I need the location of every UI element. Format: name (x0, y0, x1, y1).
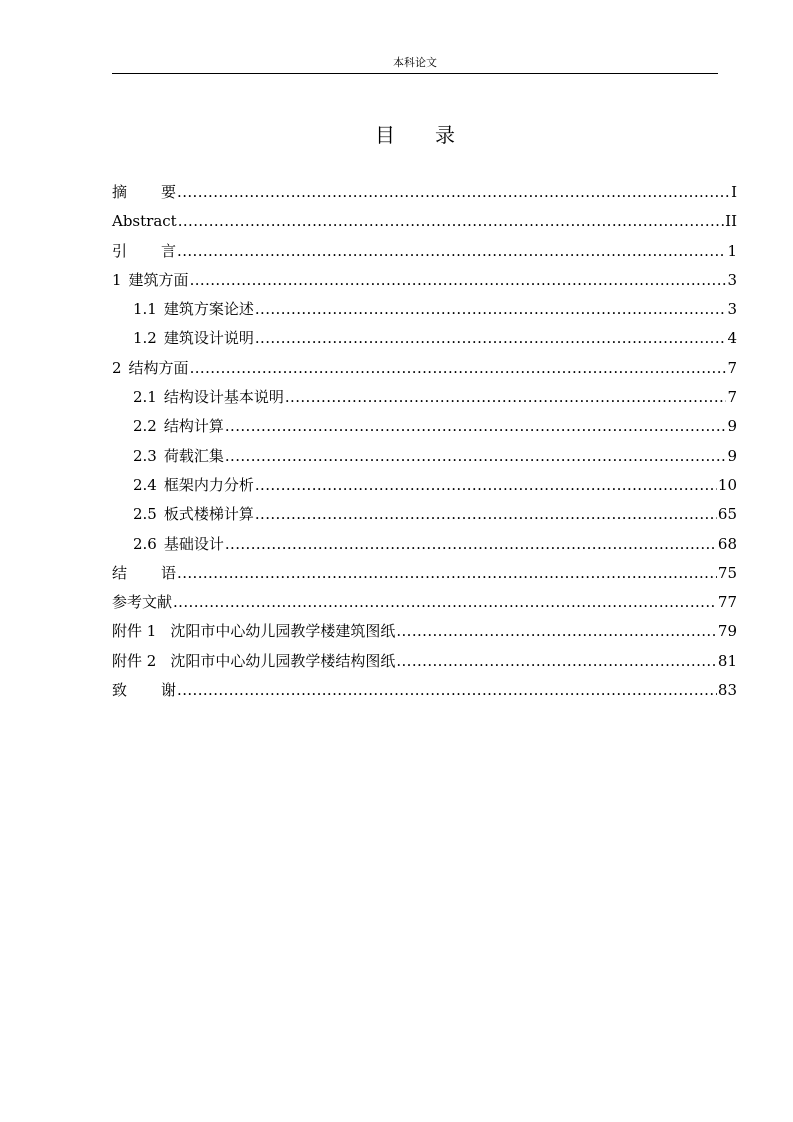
dot-leader (177, 559, 717, 588)
toc-entry-label: 2.1 结构设计基本说明 (133, 388, 284, 407)
toc-entry-page: 9 (727, 417, 737, 436)
toc-entry-label: 附件 1 沈阳市中心幼儿园教学楼建筑图纸 (112, 622, 396, 641)
header-rule (112, 73, 718, 74)
toc-entry-page: 75 (717, 563, 737, 582)
toc-entry-page: II (725, 212, 737, 231)
toc-entry-label: 附件 2 沈阳市中心幼儿园教学楼结构图纸 (112, 651, 396, 670)
dot-leader (255, 500, 717, 529)
toc-entry-page: 81 (717, 651, 737, 670)
toc-entry-references[interactable] (112, 588, 737, 617)
toc-title (112, 123, 718, 147)
toc-entry-page: 4 (727, 329, 737, 348)
toc-entry-label: 2.6 基础设计 (133, 534, 224, 553)
toc-entry-page: 79 (717, 622, 737, 641)
toc-entry-introduction[interactable] (112, 237, 737, 266)
toc-entry-chapter-2[interactable] (112, 354, 737, 383)
dot-leader (190, 354, 727, 383)
toc-entry-label: 2.5 板式楼梯计算 (133, 505, 254, 524)
toc-entry-page: 3 (727, 270, 737, 289)
toc-entry-section-2-4[interactable] (112, 471, 737, 500)
dot-leader (396, 647, 717, 676)
toc-entry-page: 7 (727, 388, 737, 407)
toc-entry-page: 9 (727, 446, 737, 465)
toc-entry-conclusion[interactable] (112, 559, 737, 588)
toc-entry-label: 2.2 结构计算 (133, 417, 224, 436)
dot-leader (285, 383, 727, 412)
toc-entry-label: 1 建筑方面 (112, 270, 189, 289)
dot-leader (173, 588, 717, 617)
dot-leader (255, 295, 727, 324)
toc-entry-label: 致 谢 (112, 681, 177, 700)
toc-entry-page: 3 (727, 300, 737, 319)
toc-entry-section-2-1[interactable] (112, 383, 737, 412)
toc-title-second-char: 录 (435, 123, 455, 147)
toc-entry-label: 结 语 (112, 563, 177, 582)
toc-entry-label: 参考文献 (112, 593, 173, 612)
dot-leader (225, 412, 727, 441)
toc-entry-section-2-2[interactable] (112, 412, 737, 441)
toc-entry-page: 77 (717, 593, 737, 612)
toc-entry-abstract-en[interactable] (112, 207, 737, 236)
toc-entry-label: 1.2 建筑设计说明 (133, 329, 254, 348)
dot-leader (255, 324, 727, 353)
toc-entry-label: Abstract (112, 212, 177, 231)
toc-entry-abstract-cn[interactable] (112, 178, 737, 207)
toc-entry-appendix-2[interactable] (112, 647, 737, 676)
toc-entry-page: 65 (717, 505, 737, 524)
dot-leader (225, 530, 717, 559)
dot-leader (177, 237, 726, 266)
toc-entry-label: 2.3 荷载汇集 (133, 446, 224, 465)
dot-leader (177, 178, 730, 207)
dot-leader (190, 266, 727, 295)
toc-entry-acknowledgements[interactable] (112, 676, 737, 705)
toc-entry-section-1-2[interactable] (112, 324, 737, 353)
toc-entry-label: 引 言 (112, 241, 177, 260)
running-header: 本科论文 (393, 56, 437, 69)
toc-entry-section-2-5[interactable] (112, 500, 737, 529)
toc-entry-page: 1 (727, 241, 737, 260)
toc-entry-appendix-1[interactable] (112, 617, 737, 646)
toc-entry-label: 摘 要 (112, 183, 177, 201)
dot-leader (177, 676, 717, 705)
toc-entry-label: 1.1 建筑方案论述 (133, 300, 254, 319)
dot-leader (396, 617, 717, 646)
toc-entry-chapter-1[interactable] (112, 266, 737, 295)
toc-entry-page: I (731, 183, 737, 201)
toc-entry-section-2-3[interactable] (112, 442, 737, 471)
toc-entry-section-1-1[interactable] (112, 295, 737, 324)
toc-entry-page: 68 (717, 534, 737, 553)
table-of-contents (112, 178, 737, 705)
dot-leader (225, 442, 727, 471)
toc-title-first-char: 目 (375, 123, 395, 147)
dot-leader (178, 207, 724, 236)
toc-entry-section-2-6[interactable] (112, 530, 737, 559)
dot-leader (255, 471, 717, 500)
toc-entry-label: 2 结构方面 (112, 358, 189, 377)
toc-entry-page: 83 (717, 681, 737, 700)
toc-entry-page: 7 (727, 358, 737, 377)
toc-entry-label: 2.4 框架内力分析 (133, 475, 254, 494)
toc-entry-page: 10 (717, 475, 737, 494)
